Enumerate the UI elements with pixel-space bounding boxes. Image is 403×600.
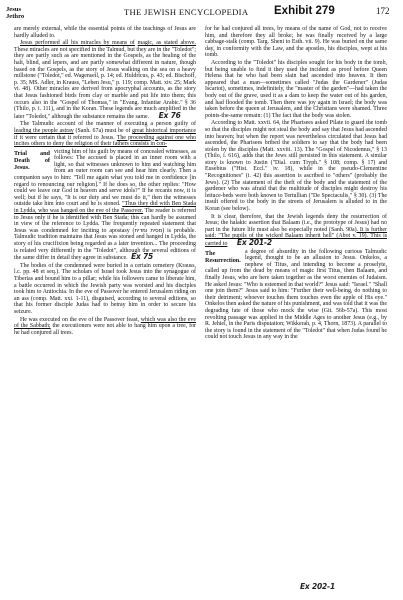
text: He was executed on the eve of the Passover feast, — [20, 316, 140, 323]
text: It is clear, therefore, that the Jewish legends deny the resurrection of Jesus; the halakic assertion that Balaam (i.e., the prototype of Jesus) had no part in the future life must also be especially noted (Sanh. 90a) — [205, 213, 387, 233]
text: The bodies of the condemned were buried in a certain cemetery (Krauss, l.c. pp. 48 et seq.). The scholars of Israel took Jesus into the synagogue of Tiberias and bound him to a pillar; while his followers came to liberate him, a battle occurred in which the Jewish party was worsted and his disciples took him to Antiochia. In the eve of Passover he entered Jerusalem riding on an ass (comp. Matt. xxi. 1-11), disguised, according to several editions, so that his former disciple Judas had to betray him in order to secure his seizure. — [14, 262, 196, 315]
section-side-heading: Trial and Death of Jesus. — [14, 149, 50, 171]
text: for he had conjured all trees, by means of the name of God, not to receive him, and therefore they all broke; he was finally received by a large cabbage-stalk (comp. Targ. Sheni to Esth. vii. 9). He was buried on the same day, in conformity with the Law, and the apostles, his disciples, wept at his tomb. — [205, 26, 387, 59]
text: if it were certain that it referred to Jesus. — [14, 134, 115, 141]
text: are merely external, while the essential points of the teachings of Jesus are hardly alluded to. — [14, 26, 196, 39]
handwritten-annotation: Ex 76 — [158, 110, 181, 120]
paragraph — [205, 120, 387, 212]
underlined-text: great historical importance — [132, 127, 196, 134]
page-number: 172 — [376, 6, 390, 16]
handwritten-annotation: Ex 75 — [131, 252, 154, 262]
paragraph — [14, 317, 196, 337]
text: The Talmudic account of the manner of executing a person guilty of — [20, 121, 196, 128]
text: the executioners were not able to hang him upon a tree, for he had conjured all trees. — [14, 323, 196, 336]
underlined-text: . It is further said: "The pupils of the wicked Balaam inherit hell" (Abot v. 19). This is carried to — [205, 226, 387, 247]
running-head-word-1: Jesus — [6, 6, 22, 13]
text: The reader is referred to Jesus only if he is identified with Ben Stada; this can hardly be assumed in view of the reference to Lydda. The frequently repeated statement that Jesus was condemned for inciting to apostasy ( — [14, 208, 196, 234]
right-column — [205, 26, 387, 342]
paragraph — [14, 121, 196, 147]
encyclopedia-title: THE JEWISH ENCYCLOPEDIA — [124, 7, 249, 17]
text: a degree of absurdity in the following curious Talmudic legend, thought to be an allusion to Jesus. Onkelos, a nephew of Titus, and intending to become a proselyte, called up from the dead by means of magic first Titus, then Balaam, and finally Jesus, who are here taken together as the worst enemies of Judaism. He asked Jesus: "Who is esteemed in that world?" Jesus said: "Israel." "Shall one join them?" Jesus said to him: "Further their well-being, do nothing to their detriment; whoever touches them touches even the apple of His eye." Onkelos then asked the nature of his punishment, and was told that it was the degrading fate of those who mock the wise (Git. 56b-57a). This most revolting passage was applied in the Middle Ages to another Jesus (e.g., by R. Jehiel, in the Paris disputation; Wikkerah, p. 4, Thorn, 1873). A parallel to the story is found in the statement of the "Toledot" that when Judas found he could not touch Jesus in any way in the — [205, 248, 387, 341]
paragraph — [14, 40, 196, 120]
text: According to Matt. xxvii. 64, the Pharisees asked Pilate to guard the tomb so that the disciples might not steal the body and say that Jesus had ascended into heaven; but when the report was nevertheless circulated that Jesus had ascended, the Pharisees bribed the soldiers to say that the body had been stolen by the disciples (Matt. xxviii. 13). The "Gospel of Nicodemus," § 13 (Thilo, i. 616), adds that the Jews still persisted in this statement. A similar story is known to Justin ("Dial. cum Tryph." § 108; comp. § 17) and Eusebius ("Hist. Eccl." iv. 18), while in the pseudo-Clementine "Recognitiones" (i. 42) this assertion is ascribed to "others" (probably the Jews). (2) The statement of the theft of the body and the statement of the gardener who was afraid that the multitude of disciples might destroy his lettuce-beds were both known to Tertullian ("De Spectaculis," § 30). (3) The insult offered to the body in the streets of Jerusalem is alluded to in the Koran (see below). — [205, 120, 387, 213]
underlined-text: The proceeding against one who incites others to deny the religion of their fathers consists in con- — [14, 134, 196, 148]
text: victing him of his guilt by means of concealed witnesses, as follows: The accused is placed in an inner room with a light, so that witnesses unknown to him and watching him from an outer room can see and hear him clearly. Then a companion says to him: "Tell me again what you told me in confidence [in regard to renouncing our religion]." If he does so, the other replies: "How could we leave our God in heaven and serve idols?" If he recants now, it is well; but if he says, "It is our duty and we must do it," then the witnesses outside take him into court and he is stoned. — [14, 148, 196, 208]
underlined-text: magic, as stated above. — [137, 40, 196, 47]
paragraph — [205, 249, 387, 341]
paragraph — [205, 26, 387, 59]
text: (Sanh. 67a) must be of — [75, 127, 131, 134]
paragraph — [14, 263, 196, 316]
paragraph — [14, 149, 196, 262]
text: According to the "Toledot" his disciples sought for his body in the tomb, but being unable to find it they used the incident as proof before Queen Helena that he who had been slain had ascended into heaven. It then appeared that a man—sometimes called "Judas the Gardener" (Judas Iscariot), sometimes, indefinitely, the "master of the garden"—had taken the body out of the grave, used it as a dam to keep the water out of his garden, and had flooded the tomb. Then there was joy again in Israel; the body was taken before the queen at Jerusalem, and the Christians were shamed. Three points-the-same remain: (1) The fact that the body was stolen. — [205, 59, 387, 119]
underlined-text: Jesus performed all his miracles by means of — [20, 40, 135, 47]
paragraph — [14, 26, 196, 39]
running-head-left — [6, 6, 24, 20]
section-side-heading: The Resurrection. — [205, 249, 241, 264]
paragraph — [205, 214, 387, 248]
handwritten-annotation: Ex 201-2 — [236, 238, 272, 247]
underlined-text: "Thus they did with Ben Stada in Lydda, who was hanged on the eve of the Passover. — [14, 201, 196, 215]
hebrew-text: מסית ומדיח — [134, 227, 163, 234]
underlined-text: leading the people astray — [14, 127, 74, 134]
paragraph — [205, 60, 387, 119]
left-column — [14, 26, 196, 337]
text: ) is probable. Talmudic tradition maintains that Jesus was stoned and hanged in Lydda, the story of his crucifixion being regarded as a later invention... The proceeding is related very differently in the "Toledot", although the several editions of the same differ in detail they agree in substance. — [14, 227, 196, 262]
exhibit-stamp: Exhibit 279 — [274, 5, 335, 17]
handwritten-annotation-bottom: Ex 202-1 — [300, 582, 335, 591]
running-head-word-2: Jethro — [6, 13, 25, 20]
text: These miracles are not specified in the Talmud, but they are in the "Toledot"; they are partly such as are mentioned in the Gospels, as the healing of the halt, blind, and lepers, and are partly somewhat different in nature, though based on the Gospels, as the story of Jesus walking on the sea on a heavy millstone ("Toledot," ed. Wagenseil, p. 14; ed. Huldricus, p. 43; ed. Bischoff, p. 35; MS. Adler, in Krauss, "Leben Jesu," p. 119; comp. Matt. xiv. 25; Mark vi. 48). Other miracles are derived from apocryphal accounts, as the story that Jesus fashioned birds from clay or marble and put life into them; this occurs also in the "Gospel of Thomas," in "Evang. Infantiæ Arabic." § 36 (Thilo, p. i. 111), and in the Koran. These legends are much amplified in the later "Toledot," although the substance remains the same. — [14, 46, 196, 120]
page-header — [6, 4, 397, 28]
underlined-text: which was also the eve of the Sabbath; — [14, 316, 196, 330]
